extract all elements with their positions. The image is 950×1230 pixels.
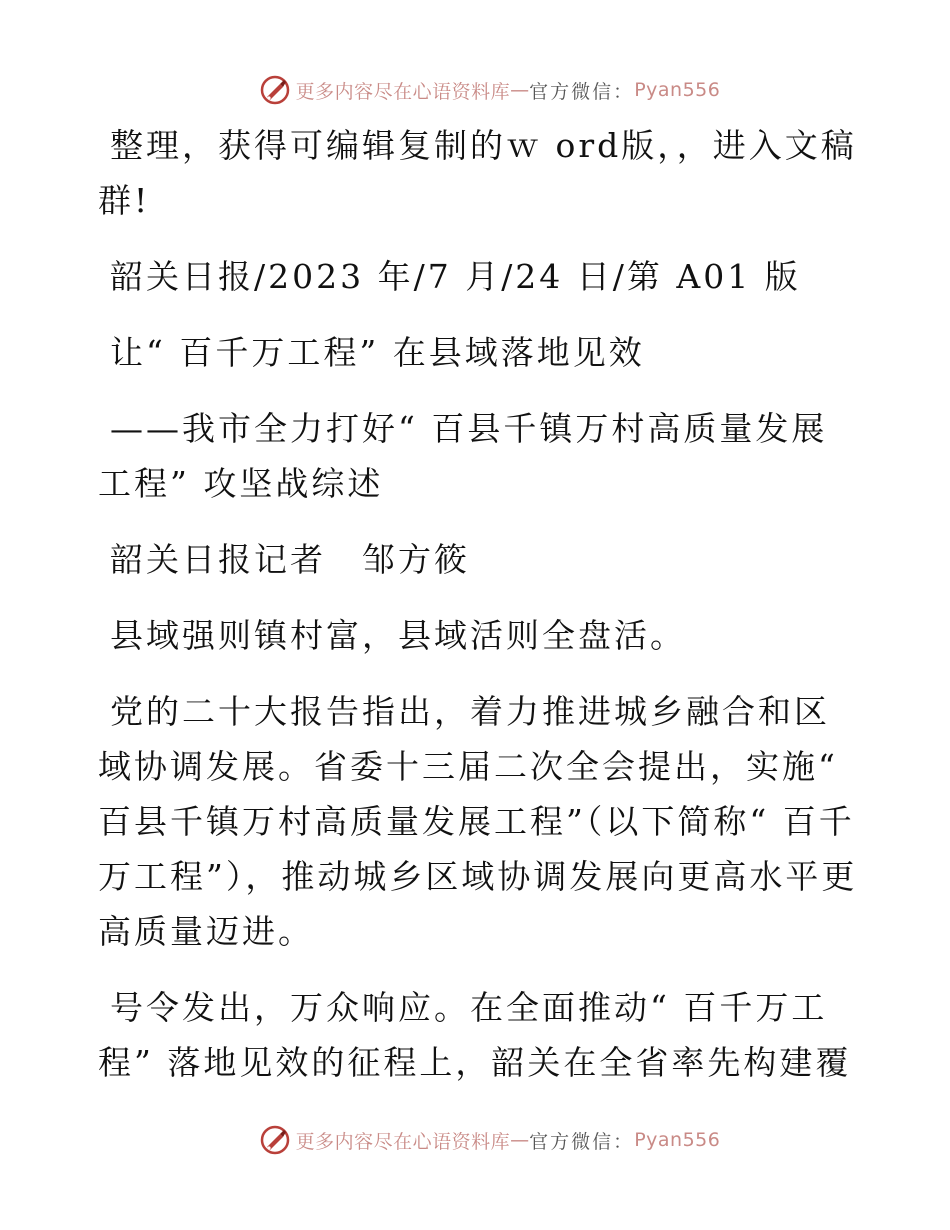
paragraph: 韶关日报记者 邹方筱 [110,540,470,579]
watermark-dash: — [510,79,530,101]
watermark-text: 更多内容尽在心语资料库 [295,80,511,103]
paragraph: 韶关日报/2023 年/7 月/24 日/第 A01 版 [110,257,801,296]
document-body [98,118,858,1111]
watermark-id: Pyan556 [634,79,721,101]
pen-logo-icon [260,1125,290,1155]
paragraph: 县域强则镇村富，县域活则全盘活。 [110,616,686,655]
pen-logo-icon [260,75,290,105]
watermark-text: 更多内容尽在心语资料库 [295,1130,511,1153]
watermark-dash: — [510,1129,530,1151]
paragraph: ——我市全力打好“ 百县千镇万村高质量发展工程” 攻坚战综述 [98,409,828,503]
paragraph: 整理，获得可编辑复制的ｗ ord版，，进入文稿群! [98,126,857,220]
paragraph: 党的二十大报告指出，着力推进城乡融合和区域协调发展。省委十三届二次全会提出，实施“ 百县千镇万村高质量发展工程”（以下简称“ 百千万工程”），推动城乡区域协调发展向更高水平更高质量迈进。 [98,692,858,951]
watermark-sub: 官方微信： [529,1130,635,1153]
watermark-sub: 官方微信： [529,80,635,103]
paragraph: 让“ 百千万工程” 在县域落地见效 [110,333,645,372]
header-watermark [0,70,950,110]
watermark-id: Pyan556 [634,1129,721,1151]
footer-watermark [0,1120,950,1160]
paragraph: 号令发出，万众响应。在全面推动“ 百千万工程” 落地见效的征程上，韶关在全省率先构建覆 [98,988,852,1082]
